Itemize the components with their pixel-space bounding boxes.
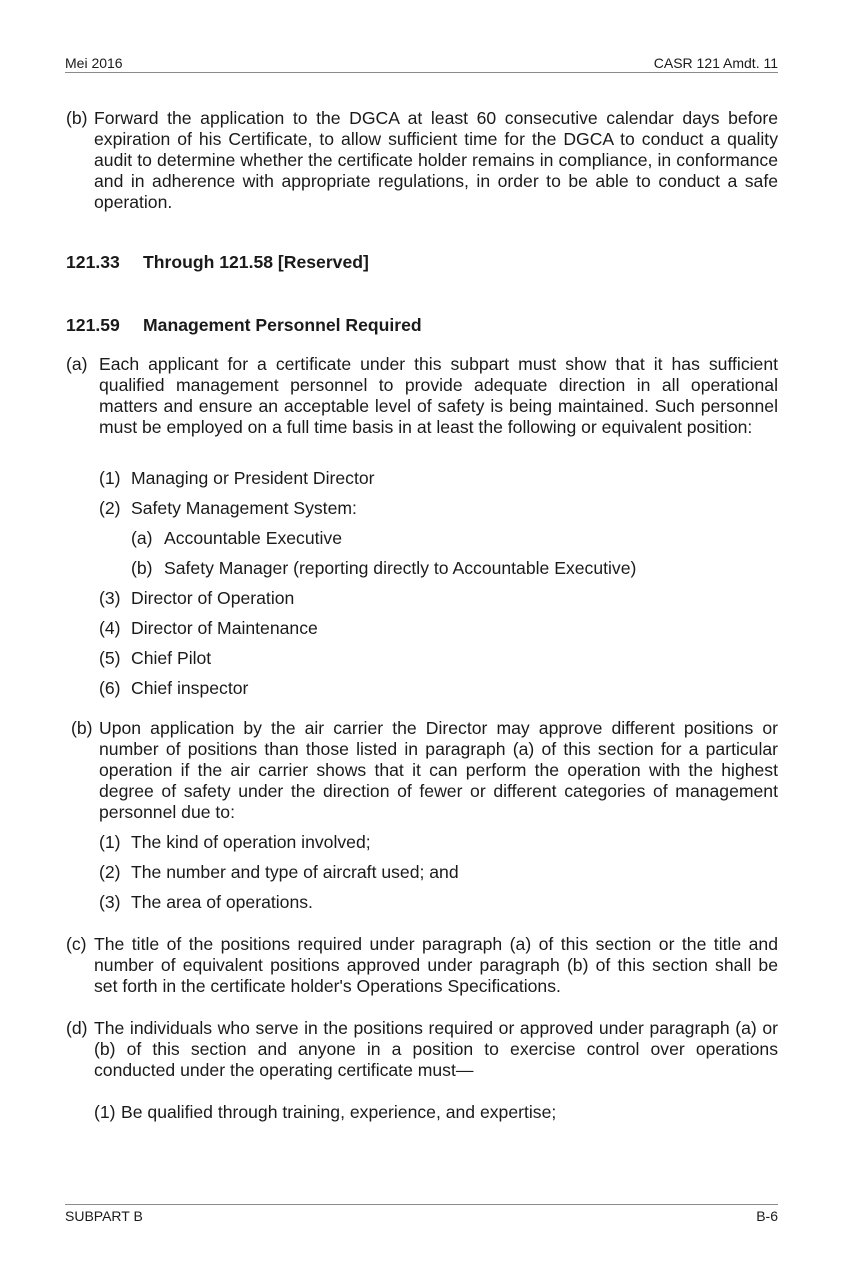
list-item: Chief inspector (131, 678, 249, 698)
list-item-label: (4) (99, 618, 121, 638)
footer-rule (65, 1204, 778, 1205)
sub-list-item-label: (b) (131, 558, 153, 578)
para-d-text: The individuals who serve in the positions required or approved under paragraph (a) or (b) of this section and anyone in a position to exercise control over operations conducted under the operating certificate must— (94, 1018, 778, 1080)
list-item-label: (1) (99, 832, 121, 852)
list-item: Chief Pilot (131, 648, 212, 668)
list-item-label: (3) (99, 892, 121, 912)
section-121-33-title: Through 121.58 [Reserved] (143, 252, 369, 272)
list-item: Managing or President Director (131, 468, 375, 488)
section-121-33-number: 121.33 (66, 252, 120, 272)
para-b-text: Upon application by the air carrier the Director may approve different positions or number of positions than those listed in paragraph (a) of this section for a particular operation if the air carrier shows that it can perform the operation with the highest degree of safety under the direction of fewer or different categories of management personnel due to: (99, 718, 778, 822)
list-item: The number and type of aircraft used; and (131, 862, 459, 882)
sub-list-item-label: (a) (131, 528, 153, 548)
header-date: Mei 2016 (65, 55, 123, 71)
para-a-label: (a) (66, 354, 88, 374)
sub-list-item: Safety Manager (reporting directly to Accountable Executive) (164, 558, 637, 578)
list-item-label: (1) (94, 1102, 116, 1122)
list-item: The kind of operation involved; (131, 832, 371, 852)
sub-list-item: Accountable Executive (164, 528, 342, 548)
list-item: The area of operations. (131, 892, 313, 912)
para-b-top-text: Forward the application to the DGCA at least 60 consecutive calendar days before expiration of his Certificate, to allow sufficient time for the DGCA to conduct a quality audit to determine whether the certificate holder remains in compliance, in conformance and in adherence with appropriate regulations, in order to be able to conduct a safe operation. (94, 108, 778, 212)
para-d-label: (d) (66, 1018, 88, 1038)
list-item-label: (6) (99, 678, 121, 698)
header-doc-id: CASR 121 Amdt. 11 (653, 55, 778, 71)
list-item: Be qualified through training, experience, and expertise; (121, 1102, 557, 1122)
section-121-59-title: Management Personnel Required (143, 315, 422, 335)
para-c-text: The title of the positions required under paragraph (a) of this section or the title and number of equivalent positions approved under paragraph (b) of this section shall be set forth in the certificate holder's Operations Specifications. (94, 934, 778, 996)
list-item: Safety Management System: (131, 498, 357, 518)
list-item-label: (3) (99, 588, 121, 608)
list-item: Director of Maintenance (131, 618, 318, 638)
list-item-label: (2) (99, 498, 121, 518)
footer-page-number: B-6 (756, 1208, 778, 1224)
footer-subpart: SUBPART B (65, 1208, 143, 1224)
para-a-text: Each applicant for a certificate under this subpart must show that it has sufficient qualified management personnel to provide adequate direction in all operational matters and ensure an acceptable level of safety is being maintained. Such personnel must be employed on a full time basis in at least the following or equivalent position: (99, 354, 778, 437)
para-b-top-label: (b) (66, 108, 88, 128)
section-121-59-number: 121.59 (66, 315, 120, 335)
header-rule (65, 72, 778, 73)
para-b-label: (b) (71, 718, 93, 738)
para-c-label: (c) (66, 934, 87, 954)
list-item-label: (1) (99, 468, 121, 488)
list-item-label: (2) (99, 862, 121, 882)
list-item-label: (5) (99, 648, 121, 668)
list-item: Director of Operation (131, 588, 295, 608)
